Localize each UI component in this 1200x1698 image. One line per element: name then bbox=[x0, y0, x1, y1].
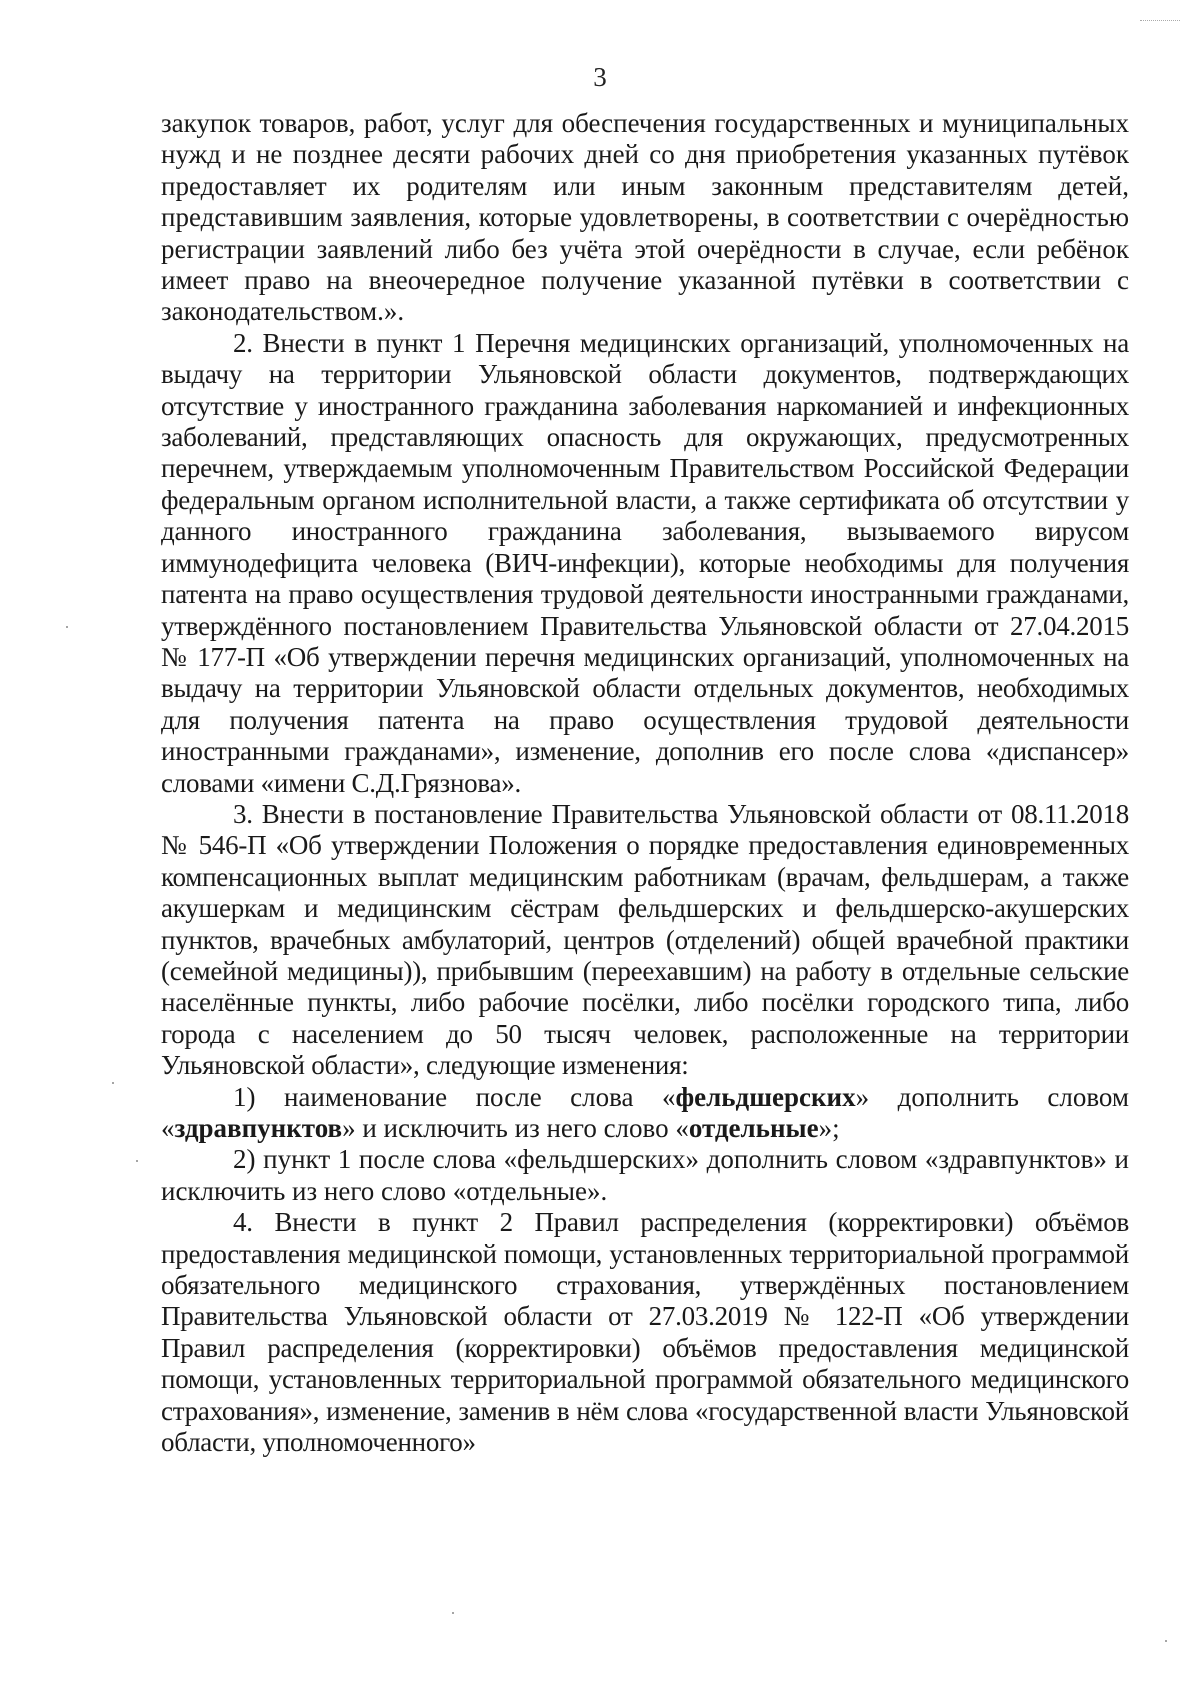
bold-term: отдельные bbox=[688, 1113, 819, 1143]
page-number: 3 bbox=[593, 62, 607, 92]
document-body bbox=[161, 108, 1129, 1458]
scan-speck bbox=[1165, 1640, 1167, 1642]
text-run: закупок товаров, работ, услуг для обеспечения государственных и муниципальных нужд и не позднее десяти рабочих дней со дня приобретения указанных путёвок предоставляет их родителям или иным законным представителям детей, представившим заявления, которые удовлетворены, в соответствии с очерёдностью регистрации заявлений либо без учёта этой очерёдности в случае, если ребёнок имеет право на внеочередное получение указанной путёвки в соответствии с законодательством.». bbox=[161, 108, 1129, 327]
text-run: 3. Внести в постановление Правительства Ульяновской области от 08.11.2018 № 546-П «Об утверждении Положения о порядке предоставления единовременных компенсационных выплат медицинским работникам (врачам, фельдшерам, а также акушеркам и медицинским сёстрам фельдшерских и фельдшерско-акушерских пунктов, врачебных амбулаторий, центров (отделений) общей врачебной практики (семейной медицины)), прибывшим (переехавшим) на работу в отдельные сельские населённые пункты, либо рабочие посёлки, либо посёлки городского типа, либо города с населением до 50 тысяч человек, расположенные на территории Ульяновской области», следующие изменения: bbox=[161, 798, 1129, 1081]
scan-speck bbox=[112, 1082, 114, 1084]
text-run: »; bbox=[818, 1113, 840, 1143]
scan-speck bbox=[136, 1160, 138, 1162]
text-run: » и исключить из него слово « bbox=[342, 1113, 689, 1143]
paragraph-item-4 bbox=[161, 1207, 1129, 1458]
paragraph-continuation bbox=[161, 108, 1129, 328]
text-run: 4. Внести в пункт 2 Правил распределения (корректировки) объёмов предоставления медицинской помощи, установленных территориальной программой обязательного медицинского страхования, утверждённых постановлением Правительства Ульяновской области от 27.03.2019 № 122-П «Об утверждении Правил распределения (корректировки) объёмов предоставления медицинской помощи, установленных территориальной программой обязательного медицинского страхования», изменение, заменив в нём слова «государственной власти Ульяновской области, уполномоченного» bbox=[161, 1207, 1129, 1458]
text-run: 2) пункт 1 после слова «фельдшерских» дополнить словом «здравпунктов» и исключить из него слово «отдельные». bbox=[161, 1144, 1129, 1206]
scan-speck bbox=[452, 1612, 454, 1614]
bold-term: фельдшерских bbox=[675, 1081, 856, 1112]
bold-term: здравпунктов bbox=[174, 1113, 343, 1143]
paragraph-subitem-1 bbox=[161, 1082, 1129, 1145]
text-run: 2. Внести в пункт 1 Перечня медицинских организаций, уполномоченных на выдачу на территории Ульяновской области документов, подтверждающих отсутствие у иностранного гражданина заболевания наркоманией и инфекционных заболеваний, представляющих опасность для окружающих, предусмотренных перечнем, утверждаемым уполномоченным Правительством Российской Федерации федеральным органом исполнительной власти, а также сертификата об отсутствии у данного иностранного гражданина заболевания, вызываемого вирусом иммунодефицита человека (ВИЧ-инфекции), которые необходимы для получения патента на право осуществления трудовой деятельности иностранными гражданами, утверждённого постановлением Правительства Ульяновской области от 27.04.2015 № 177-П «Об утверждении перечня медицинских организаций, уполномоченных на выдачу на территории Ульяновской области отдельных документов, необходимых для получения патента на право осуществления трудовой деятельности иностранными гражданами», изменение, дополнив его после слова «диспансер» словами «имени С.Д.Грязнова». bbox=[161, 327, 1129, 798]
scan-artifact bbox=[1140, 20, 1180, 22]
text-run: » дополнить словом « bbox=[161, 1081, 1129, 1143]
paragraph-subitem-2 bbox=[161, 1144, 1129, 1207]
paragraph-item-3 bbox=[161, 799, 1129, 1082]
paragraph-item-2 bbox=[161, 328, 1129, 799]
scan-speck bbox=[66, 626, 68, 628]
text-run: 1) наименование после слова « bbox=[233, 1081, 676, 1112]
